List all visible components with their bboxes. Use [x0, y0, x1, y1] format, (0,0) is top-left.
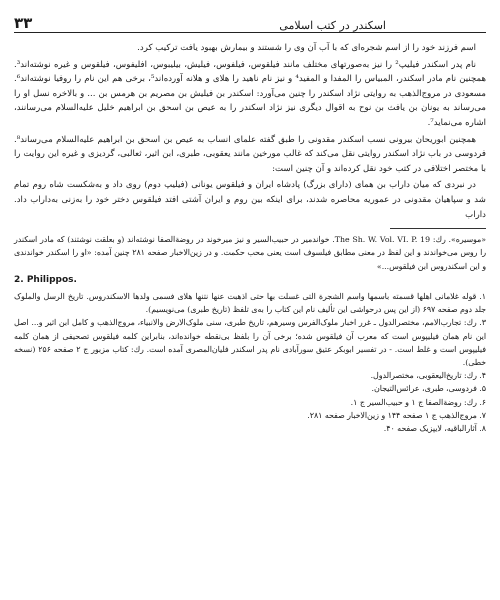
paragraph: نام پدر اسکندر فیلیپ² را نیز به‌صورتهای مختلف مانند فیلقوس، فیلفوس، فیلیش، بیلیبوس، افلیفوس، فیلقوس و غیره نوشته‌اند³. همچنین نام مادر اسکندر، المبیاس را المفدا و المفید⁴ و نیز نام ناهید را هلای و هلانه آورده‌اند⁵، برخی هم این نام را روفیا نوشته‌اند⁶. مسعودی در مروج‌الذهب به روایتی نژاد اسکندر را چنین می‌آورد: اسکندر بن فیلیش بن مصریم بن هرمس بن ... و بالاخره نسل او را می‌رساند به یونان بن یافث بن نوح به اقوال دیگری نیز نژاد اسکندر را به عیص بن اسحق بن ابراهیم خلیل علیه‌السلام می‌رسانند، اشاره می‌نماید⁷.: [14, 59, 487, 128]
book-page: [14, 6, 486, 594]
footnote: ۱. قوله غلامانی اهلها قسمته باسمها واسم الشجرة التی غسلت بها حتی اذهبت عنها نتنها هلای فسمی ولدها الاسکندروس. تاریخ الرسل والملوک جلد دوم صفحه ۶۹۷ (از این پس درحواشی این تألیف نام این کتاب را به‌ی تلفظ (تاریخ طبری) می‌نویسیم).: [14, 291, 486, 315]
footnote: ۵. فردوسی، طبری، عرائس‌التیجان.: [371, 384, 486, 394]
page-header: [14, 6, 486, 33]
footnote: ۴. رك: تاریخ‌الیعقوبی، مختصرالدول.: [370, 371, 486, 381]
footnote-divider: [390, 228, 486, 229]
footnote: «موسیره». رك: The Sh. W. Vol. VI. P. 19. خواندمیر در حبیب‌السیر و نیز میرخوند در روضةالصفا نوشته‌اند (و بعلقت نوشتند) که مادر اسکندر را روس می‌خواندند و این لفظ در معنی مطابق فیلسوف است یعنی محب حکمت. و در زین‌الاخبار صفحه ۲۸۱ چنین آمده: «او را اسکندر خواندندی و این اسکندروس ابن فیلقوس...»: [14, 235, 486, 271]
footnote-latin: 2. Philippos.: [14, 274, 77, 285]
footnote-list: [14, 290, 486, 435]
footnote: ۸. آثارالباقیه، لایپزیک صفحه ۴۰.: [383, 423, 486, 433]
paragraph: همچنین ابوریحان بیرونی نسب اسکندر مقدونی را طبق گفته علمای انساب به عیص بن اسحق بن ابراهیم علیه‌السلام می‌رساند⁸. فردوسی در باب نژاد اسکندر روایتی نقل می‌کند که غالب مورخین مانند یعقوبی، طبری، ابن اثیر، ثعالبی، گردیزی و غیره این روایت را با مختصر اختلافی در کتب خود نقل کرده‌اند و آن چنین است:: [14, 134, 486, 174]
paragraph: در نبردی که میان داراب بن همای (دارای بزرگ) پادشاه ایران و فیلقوس یونانی (فیلیپ دوم) روی داد و به‌شکست شاه روم تمام شد و سپاهیان مقدونی در عموریه محاصره شدند، برای اینکه بین روم و ایران آشتی افتد فیلقوس دختر خود را به‌زنی به‌داراب داد. داراب: [14, 180, 486, 220]
page-number: ۳۳: [14, 14, 33, 32]
footnote: ۳. رك: تجارب‌الامم، مختصرالدول ـ غرر اخبار ملوک‌الفرس وسیرهم، تاریخ طبری، سنی ملوک‌الارض والانبیاء، مروج‌الذهب و کامل ابن اثیر و... اصل این نام همان فیلیپوس است که معرب آن فیلقوس شده؛ برخی آن را بلفظ بی‌نقطه خوانده‌اند، بنابراین کلمه فیلقوس تصحیفی از همان کلمه فیلیپوس است و غلط است. - در تفسیر ابوبکر عتیق سورآبادی نام پدر اسکندر فلیان‌المصری آمده است. رك: کتاب مزبور ج ۲ صفحه ۲۵۶ (نسخه خطی).: [14, 318, 486, 367]
footnote: ۷. مروج‌الذهب ج ۱ صفحه ۱۴۴ و زین‌الاخبار صفحه ۲۸۱.: [307, 410, 486, 420]
paragraph: اسم فرزند خود را از اسم شجره‌ای که با آب آن وی را شستند و بیمارش بهبود یافت ترکیب کرد.: [137, 43, 476, 53]
running-head: اسکندر در کتب اسلامی: [279, 19, 386, 32]
footnotes: [14, 233, 486, 435]
main-text: [14, 41, 486, 222]
footnote: ۶. رك: روضةالصفا ج ۱ و حبیب‌السیر ج ۱.: [350, 397, 486, 407]
